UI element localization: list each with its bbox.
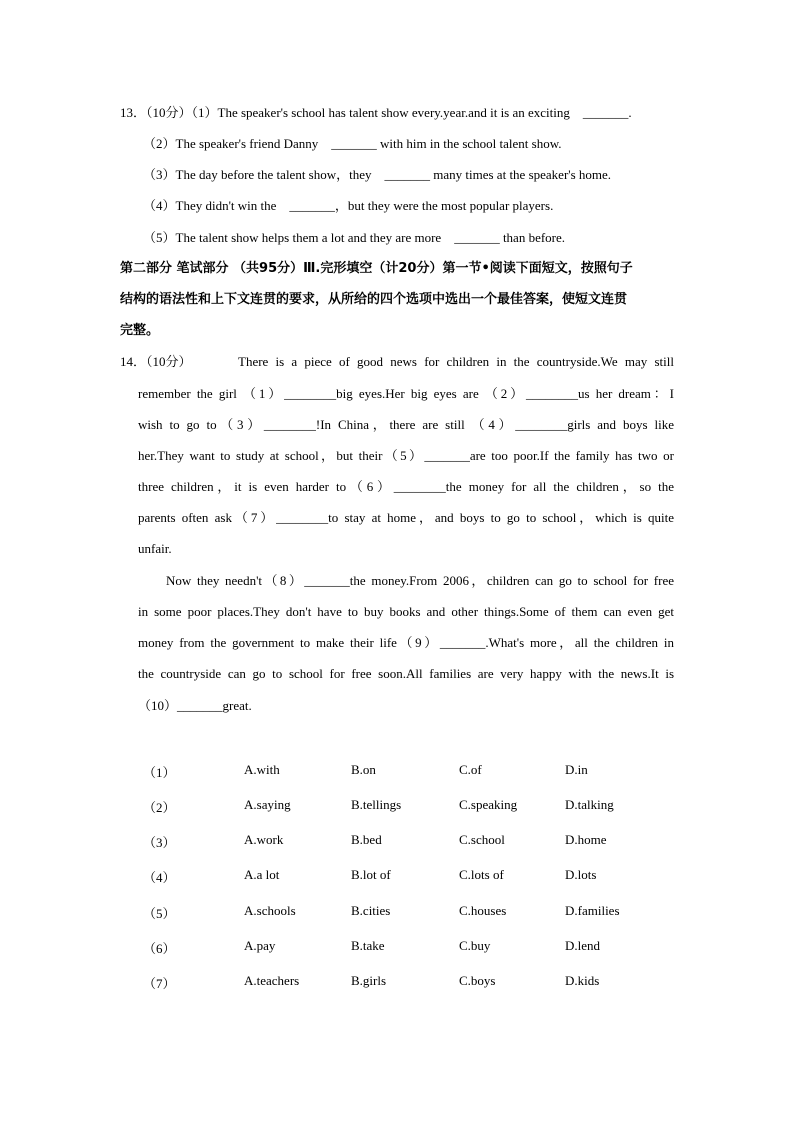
option-c: C.houses: [459, 903, 507, 918]
q14-p1-line-6: parents often ask（7）________to stay at home，and boys to go to school，which is quite: [138, 510, 674, 525]
option-number: （6）: [143, 941, 176, 956]
option-b: B.lot of: [351, 867, 391, 882]
option-row: [0, 867, 794, 883]
option-b: B.girls: [351, 973, 387, 988]
option-a: A.a lot: [244, 867, 280, 882]
option-row: [0, 832, 794, 848]
option-b: B.take: [351, 938, 385, 953]
option-c: C.of: [459, 762, 482, 777]
option-number: （2）: [143, 800, 176, 815]
option-number: （1）: [143, 765, 176, 780]
q14-p2-line-4: the countryside can go to school for free soon.All families are very happy with the news.It is: [138, 666, 674, 681]
q14-head: 14．（10分）: [120, 354, 192, 369]
option-b: B.bed: [351, 832, 382, 847]
option-c: C.school: [459, 832, 505, 847]
part2-heading-line-3: 完整。: [120, 323, 160, 338]
option-a: A.work: [244, 832, 284, 847]
q14-p2-last-line: （10）_______great.: [138, 698, 252, 713]
option-d: D.talking: [565, 797, 614, 812]
option-row: [0, 762, 794, 778]
q14-p2-line-2: in some poor places.They don't have to buy books and other things.Some of them can even get: [138, 604, 674, 619]
option-c: C.speaking: [459, 797, 518, 812]
option-c: C.buy: [459, 938, 491, 953]
option-c: C.boys: [459, 973, 496, 988]
option-a: A.saying: [244, 797, 291, 812]
option-number: （5）: [143, 906, 176, 921]
q14-p1-line-5: three children，it is even harder to（6）________the money for all the children，so the: [138, 479, 674, 494]
option-row: [0, 903, 794, 919]
part2-heading-line-1: 第二部分 笔试部分 （共95分）Ⅲ.完形填空（计20分）第一节•阅读下面短文，按照句子: [120, 261, 633, 276]
option-d: D.families: [565, 903, 620, 918]
option-d: D.home: [565, 832, 607, 847]
q14-p1-line-4: her.They want to study at school，but their（5）_______are too poor.If the family has two or: [138, 448, 674, 463]
q14-p2-first-line: Now they needn't（8）_______the money.From 2006，children can go to school for free: [166, 573, 674, 588]
option-a: A.schools: [244, 903, 296, 918]
option-d: D.lots: [565, 867, 597, 882]
q13-item-2: （2）The speaker's friend Danny _______ with him in the school talent show.: [143, 136, 562, 151]
option-b: B.tellings: [351, 797, 402, 812]
option-c: C.lots of: [459, 867, 504, 882]
q14-p2-line-3: money from the government to make their life（9）_______.What's more，all the children in: [138, 635, 674, 650]
option-row: [0, 797, 794, 813]
q14-p1-last-line: unfair.: [138, 541, 172, 556]
option-row: [0, 973, 794, 989]
option-a: A.pay: [244, 938, 276, 953]
q14-p1-first-line: There is a piece of good news for children in the countryside.We may still: [238, 354, 674, 369]
option-d: D.lend: [565, 938, 601, 953]
option-a: A.teachers: [244, 973, 300, 988]
q13-item-4: （4）They didn't win the _______，but they were the most popular players.: [143, 198, 554, 213]
q14-p1-line-3: wish to go to（3）________!In China，there are still （4）________girls and boys like: [138, 417, 674, 432]
part2-heading-line-2: 结构的语法性和上下文连贯的要求，从所给的四个选项中选出一个最佳答案，使短文连贯: [120, 292, 628, 307]
q14-p1-line-2: remember the girl （1）________big eyes.Her big eyes are （2）________us her dream：I: [138, 386, 674, 401]
option-row: [0, 938, 794, 954]
option-number: （7）: [143, 976, 176, 991]
option-a: A.with: [244, 762, 280, 777]
q13-head: 13．（10分）（1）The speaker's school has talent show every.year.and it is an exciting _______.: [120, 105, 632, 120]
option-number: （3）: [143, 835, 176, 850]
option-d: D.in: [565, 762, 588, 777]
q13-item-3: （3）The day before the talent show，they _______ many times at the speaker's home.: [143, 167, 612, 182]
option-b: B.cities: [351, 903, 391, 918]
option-number: （4）: [143, 870, 176, 885]
option-b: B.on: [351, 762, 376, 777]
q13-item-5: （5）The talent show helps them a lot and they are more _______ than before.: [143, 230, 566, 245]
option-d: D.kids: [565, 973, 600, 988]
